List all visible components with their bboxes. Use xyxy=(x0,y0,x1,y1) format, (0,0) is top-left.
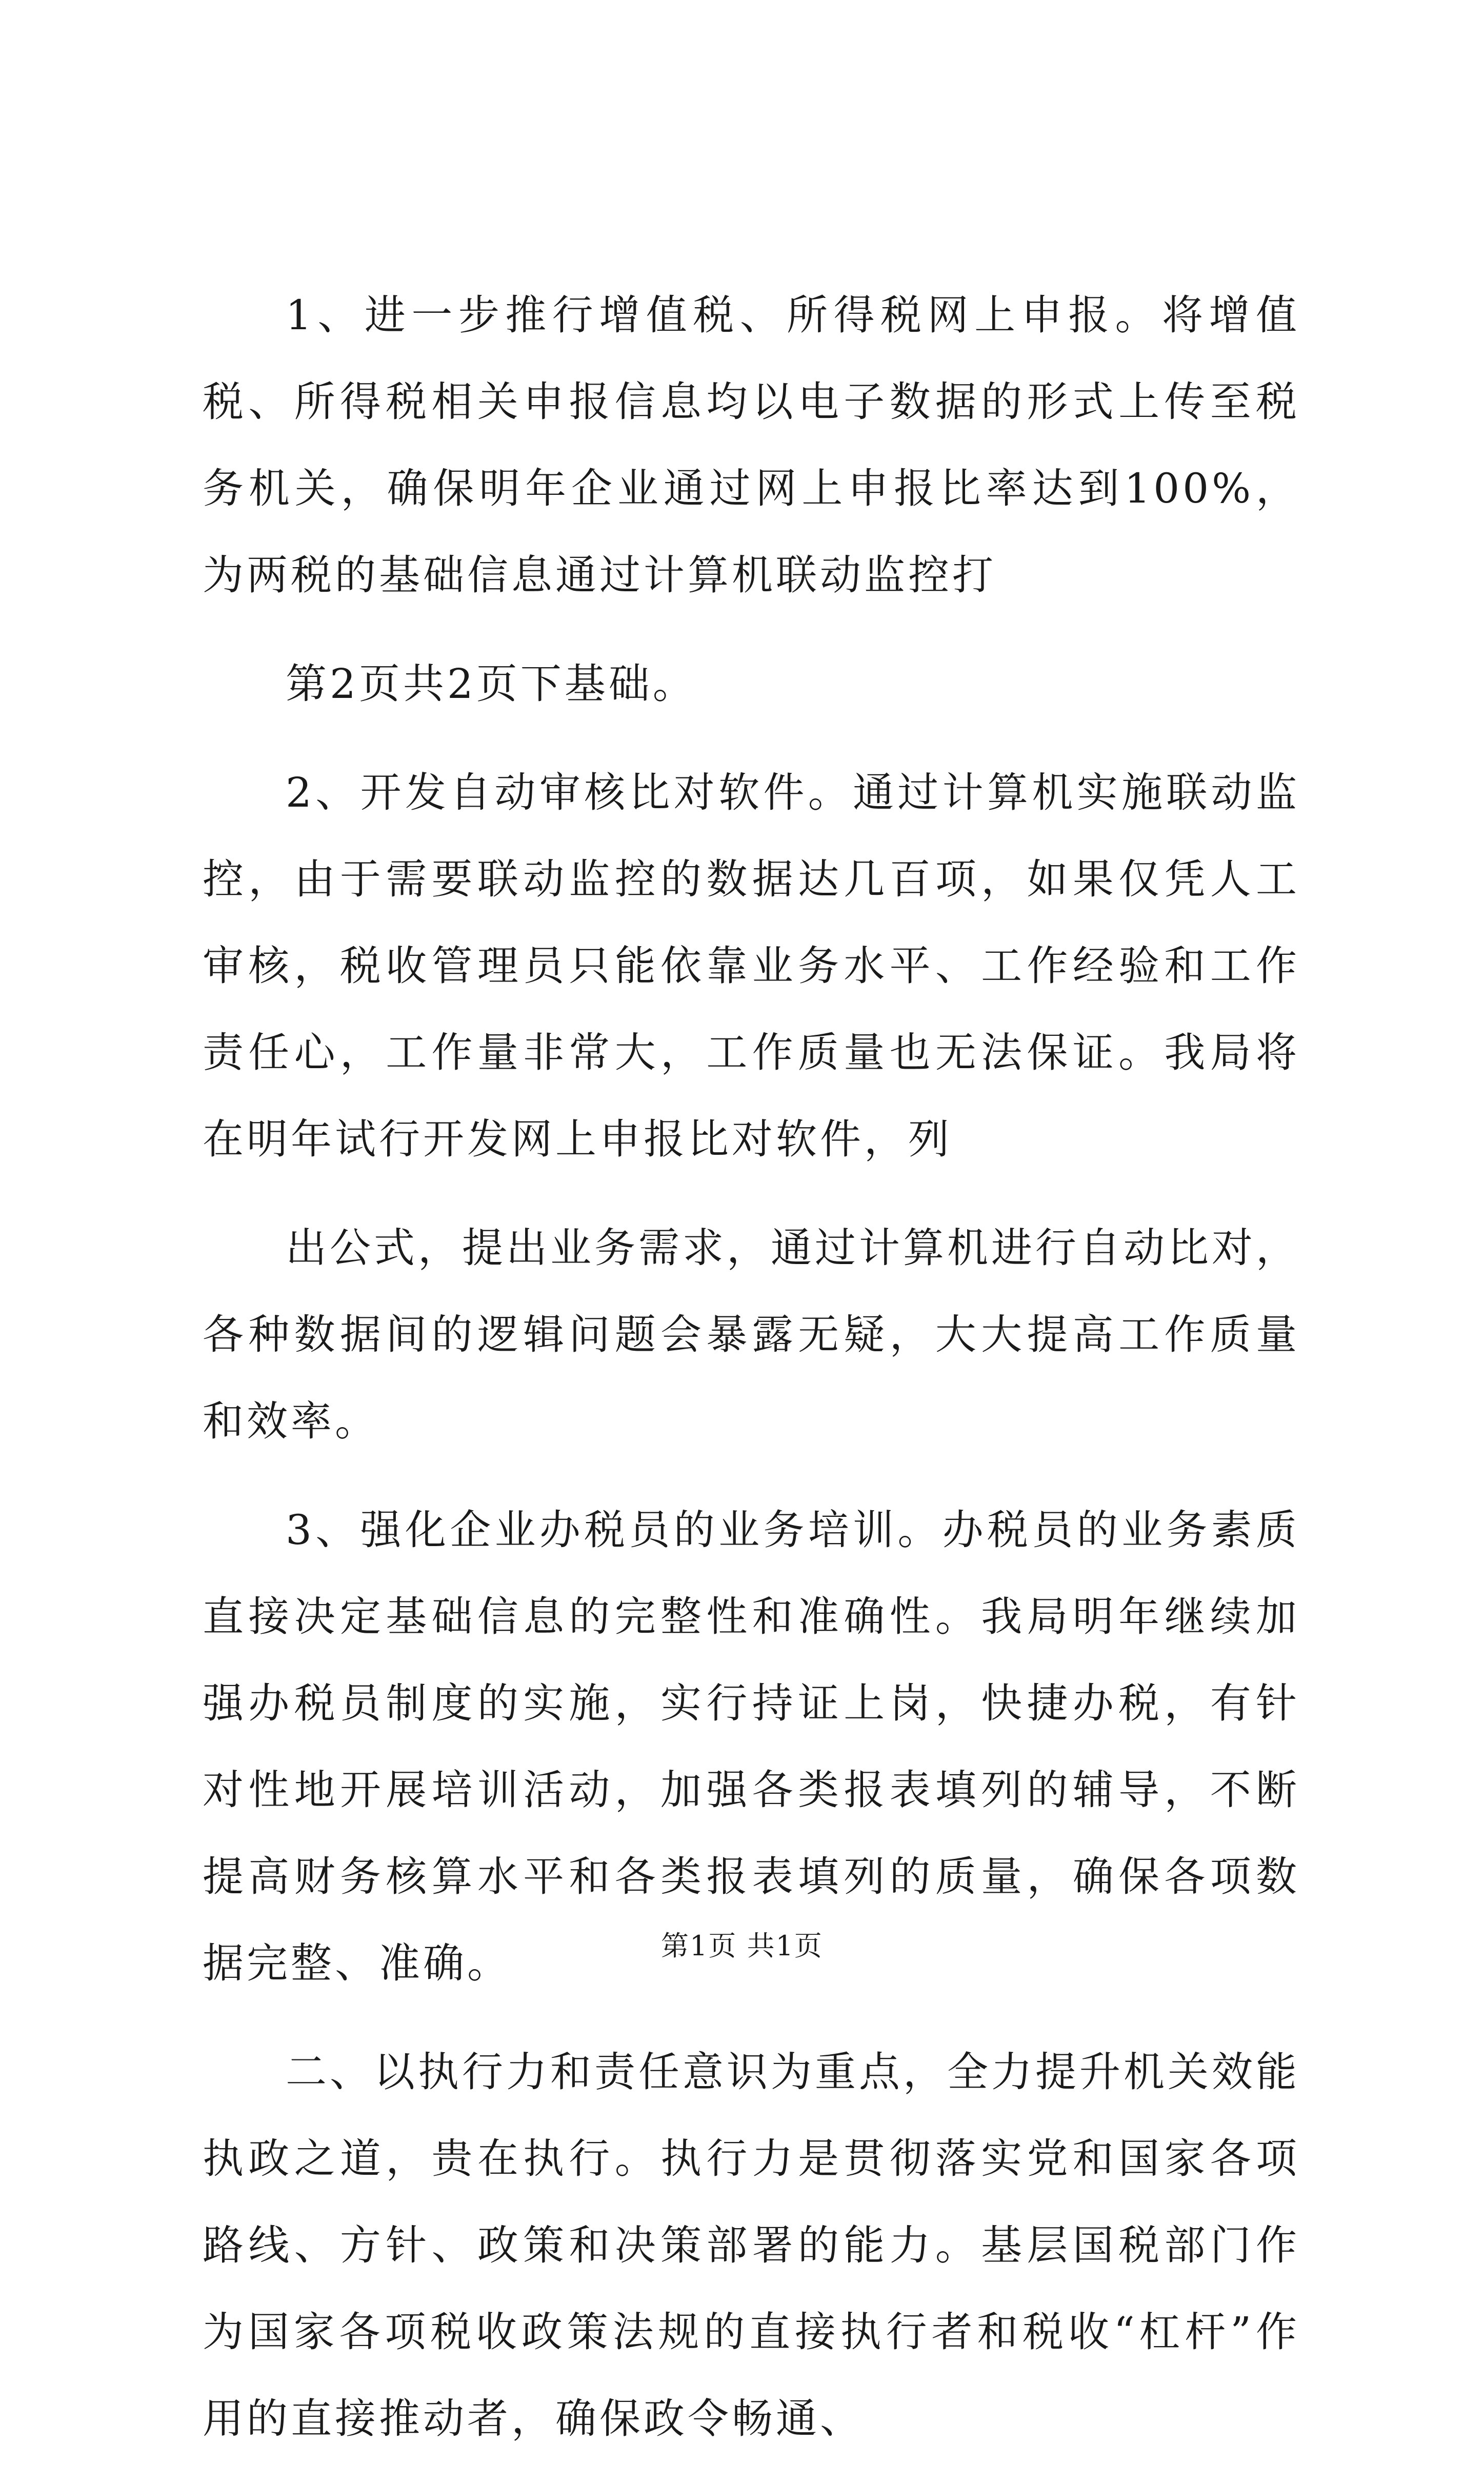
paragraph-formula-comparison: 出公式，提出业务需求，通过计算机进行自动比对，各种数据间的逻辑问题会暴露无疑，大大提高工作质量和效率。 xyxy=(203,1224,1300,1445)
paragraph-page-continuation: 第2页共2页下基础。 xyxy=(286,660,697,708)
paragraph-auto-review-software: 2、开发自动审核比对软件。通过计算机实施联动监控，由于需要联动监控的数据达几百项，如果仅凭人工审核，税收管理员只能依靠业务水平、工作经验和工作责任心，工作量非常大，工作质量也无法保证。我局将在明年试行开发网上申报比对软件，列 xyxy=(203,769,1300,1163)
paragraph-tax-clerk-training: 3、强化企业办税员的业务培训。办税员的业务素质直接决定基础信息的完整性和准确性。我局明年继续加强办税员制度的实施，实行持证上岗，快捷办税，有针对性地开展培训活动，加强各类报表填列的辅导，不断提高财务核算水平和各类报表填列的质量，确保各项数据完整、准确。 xyxy=(203,1506,1300,1987)
paragraph-vat-income-tax-online-filing: 1、进一步推行增值税、所得税网上申报。将增值税、所得税相关申报信息均以电子数据的形式上传至税务机关，确保明年企业通过网上申报比率达到100%，为两税的基础信息通过计算机联动监控打 xyxy=(203,291,1300,599)
document-body xyxy=(203,272,1300,2484)
page-footer: 第1页 共1页 xyxy=(661,1930,823,1962)
paragraph-execution-responsibility: 二、以执行力和责任意识为重点，全力提升机关效能执政之道，贵在执行。执行力是贯彻落实党和国家各项路线、方针、政策和决策部署的能力。基层国税部门作为国家各项税收政策法规的直接执行者和税收“杠杆”作用的直接推动者，确保政令畅通、 xyxy=(203,2048,1300,2442)
